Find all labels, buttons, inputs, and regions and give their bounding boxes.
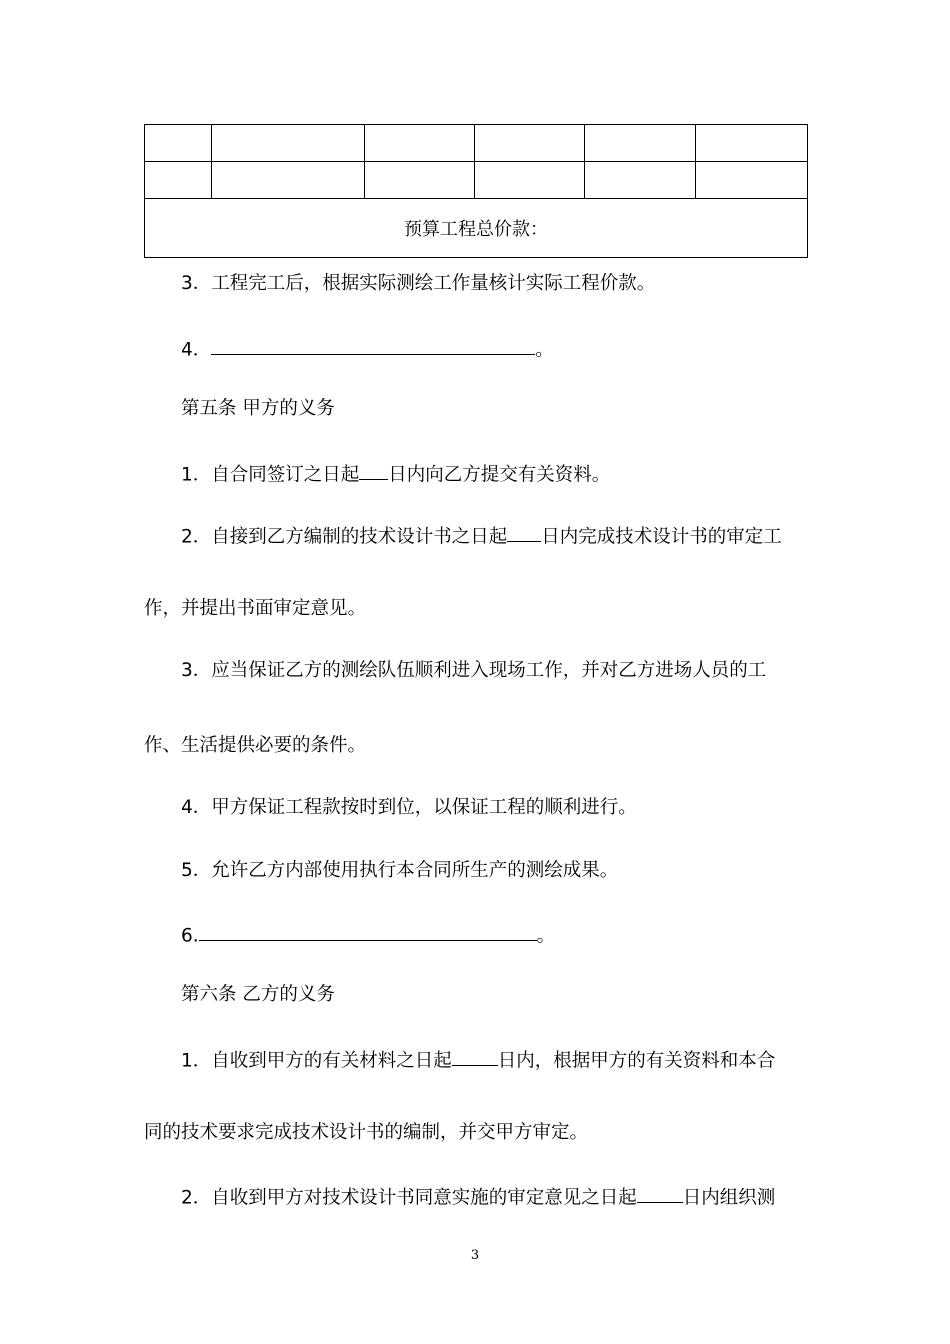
a5-clause-2-text: 2．自接到乙方编制的技术设计书之日起 — [181, 526, 508, 548]
a6-clause-1-continued: 同的技术要求完成技术设计书的编制，并交甲方审定。 — [144, 1122, 589, 1143]
a6-clause-2-text-end: 日内组织测 — [682, 1187, 776, 1209]
clause-4-blank — [181, 335, 554, 362]
a5-clause-5: 5．允许乙方内部使用执行本合同所生产的测绘成果。 — [181, 860, 619, 881]
a6-clause-2 — [181, 1183, 775, 1210]
fill-in-blank — [507, 522, 541, 542]
table-cell — [475, 162, 585, 199]
total-price-label: 预算工程总价款： — [145, 199, 808, 258]
a5-clause-2-text-end: 日内完成技术设计书的审定工 — [541, 526, 782, 548]
table-cell — [212, 125, 365, 162]
table-cell — [696, 162, 808, 199]
a6-clause-1-text: 1．自收到甲方的有关材料之日起 — [181, 1050, 452, 1072]
a5-clause-3: 3．应当保证乙方的测绘队伍顺利进入现场工作，并对乙方进场人员的工 — [181, 660, 767, 681]
fill-in-blank — [211, 335, 535, 355]
page-number: 3 — [470, 1248, 480, 1263]
table-cell — [696, 125, 808, 162]
budget-table — [144, 124, 808, 258]
table-row — [145, 162, 808, 199]
table-row — [145, 125, 808, 162]
fill-in-blank — [199, 921, 537, 941]
a5-clause-6 — [181, 921, 555, 948]
table-cell — [365, 162, 475, 199]
a6-clause-1 — [181, 1046, 775, 1073]
fill-in-blank — [452, 1046, 498, 1066]
fill-in-blank — [637, 1183, 683, 1203]
table-cell — [145, 162, 212, 199]
article-5-title: 第五条 甲方的义务 — [181, 398, 335, 419]
a5-clause-1-text: 1．自合同签订之日起 — [181, 464, 360, 486]
fill-in-blank — [359, 460, 388, 480]
a5-clause-1 — [181, 460, 610, 487]
article-6-title: 第六条 乙方的义务 — [181, 984, 335, 1005]
a5-clause-6-number: 6. — [181, 925, 199, 947]
a5-clause-6-end: 。 — [536, 925, 556, 947]
clause-3-actual-price: 3．工程完工后，根据实际测绘工作量核计实际工程价款。 — [181, 273, 656, 294]
a5-clause-2-continued: 作，并提出书面审定意见。 — [144, 598, 367, 619]
table-cell — [365, 125, 475, 162]
a6-clause-2-text: 2．自收到甲方对技术设计书同意实施的审定意见之日起 — [181, 1187, 637, 1209]
a5-clause-2 — [181, 522, 782, 549]
a5-clause-4: 4．甲方保证工程款按时到位，以保证工程的顺利进行。 — [181, 797, 637, 818]
table-cell — [585, 125, 696, 162]
a5-clause-3-continued: 作、生活提供必要的条件。 — [144, 735, 367, 756]
a6-clause-1-text-end: 日内，根据甲方的有关资料和本合 — [497, 1050, 776, 1072]
clause-4-end: 。 — [535, 339, 554, 361]
table-total-row — [145, 199, 808, 258]
table-cell — [212, 162, 365, 199]
table-cell — [585, 162, 696, 199]
table-cell — [145, 125, 212, 162]
clause-4-number: 4． — [181, 339, 212, 361]
a5-clause-1-text-end: 日内向乙方提交有关资料。 — [388, 464, 611, 486]
table-cell — [475, 125, 585, 162]
